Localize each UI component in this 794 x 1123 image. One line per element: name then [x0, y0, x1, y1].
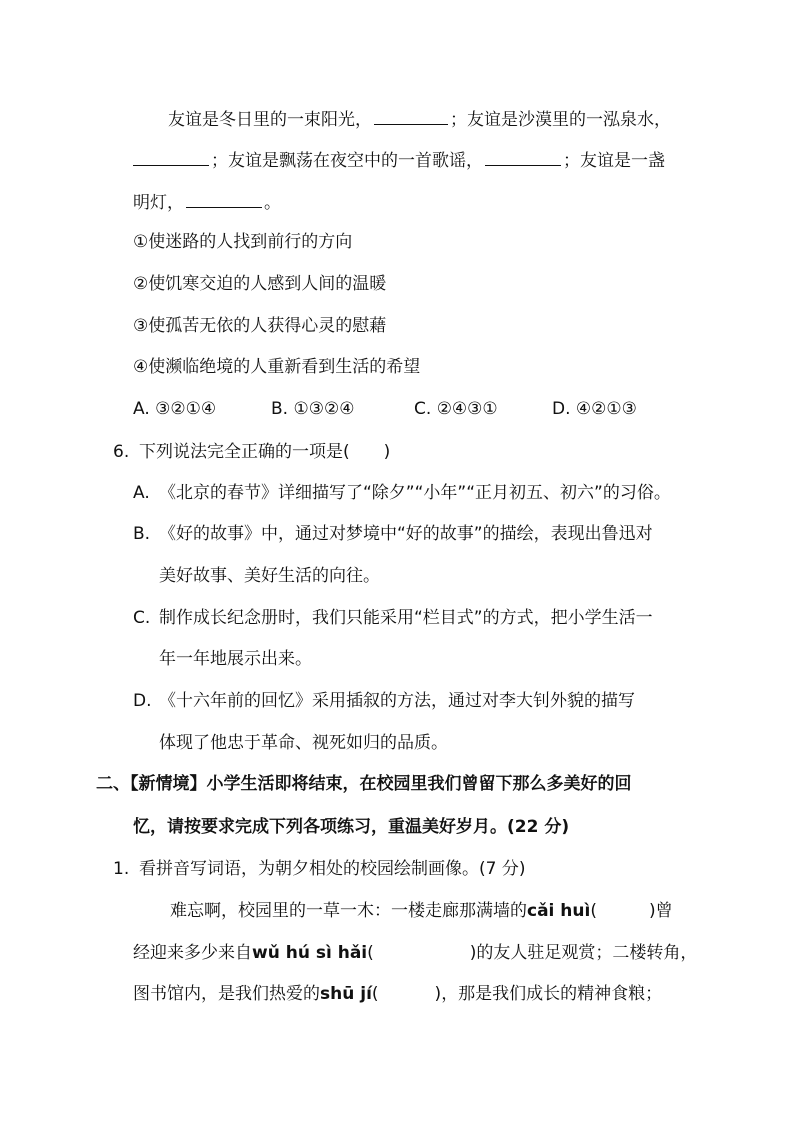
option-label: A.	[133, 399, 150, 419]
passage-line-1	[168, 106, 671, 132]
option-label: C.	[133, 608, 151, 628]
answer-blank[interactable]	[485, 147, 561, 166]
section-2-heading	[96, 772, 632, 796]
pinyin-prompt: wǔ hú sì hǎi	[252, 943, 368, 963]
passage-text: ；友谊是沙漠里的一泓泉水，	[450, 110, 671, 130]
option-text: ②④③①	[436, 399, 498, 419]
numbered-item: ①使迷路的人找到前行的方向	[133, 232, 353, 252]
section-number: 二、	[96, 774, 130, 794]
pinyin-prompt: shū jí	[320, 984, 372, 1004]
passage-text: ，那是我们成长的精神食粮；	[441, 984, 663, 1004]
q6-option-a[interactable]	[133, 481, 671, 505]
answer-parentheses[interactable]: ( )	[590, 901, 656, 921]
q6-option-c-continued: 年一年地展示出来。	[159, 649, 312, 669]
passage-text: 曾	[655, 901, 673, 921]
passage-text: 经迎来多少来自	[133, 943, 252, 963]
section-text: 【新情境】小学生活即将结束，在校园里我们曾留下那么多美好的回	[130, 774, 632, 794]
q6-option-b[interactable]	[133, 522, 653, 546]
numbered-item: ④使濒临绝境的人重新看到生活的希望	[133, 357, 421, 377]
answer-blank[interactable]	[133, 147, 209, 166]
option-label: D.	[133, 691, 152, 711]
passage-text: 难忘啊，校园里的一草一木：一楼走廊那满墙的	[170, 901, 527, 921]
option-text: ①③②④	[293, 399, 355, 419]
question-number: 1.	[113, 859, 130, 879]
q6-option-c[interactable]	[133, 606, 653, 630]
numbered-item: ②使饥寒交迫的人感到人间的温暖	[133, 274, 387, 294]
q6-option-b-continued: 美好故事、美好生活的向往。	[159, 566, 380, 586]
passage-line-3	[133, 189, 281, 215]
question-6-stem	[113, 440, 390, 464]
option-label: C.	[414, 399, 432, 419]
passage-text: 明灯，	[133, 193, 184, 213]
option-label: B.	[271, 399, 289, 419]
passage-line-2	[133, 147, 665, 173]
q5-option-c[interactable]	[414, 397, 498, 421]
passage-text: 友谊是冬日里的一束阳光，	[168, 110, 372, 130]
answer-parentheses[interactable]: ( )	[367, 943, 477, 963]
q1-passage-line-1	[170, 899, 673, 923]
answer-blank[interactable]	[186, 189, 262, 208]
option-text: 《好的故事》中，通过对梦境中“好的故事”的描绘，表现出鲁迅对	[159, 524, 653, 544]
passage-text: ；友谊是飘荡在夜空中的一首歌谣，	[211, 151, 483, 171]
q5-option-a[interactable]	[133, 397, 216, 421]
pinyin-prompt: cǎi huì	[527, 901, 591, 921]
q1-passage-line-3	[133, 982, 662, 1006]
option-text: 《十六年前的回忆》采用插叙的方法，通过对李大钊外貌的描写	[159, 691, 635, 711]
option-text: ③②①④	[155, 399, 217, 419]
q5-option-d[interactable]	[552, 397, 637, 421]
option-label: A.	[133, 483, 150, 503]
answer-parentheses[interactable]: ( )	[371, 984, 442, 1004]
passage-text: 。	[264, 193, 281, 213]
q6-option-d-continued: 体现了他忠于革命、视死如归的品质。	[159, 733, 448, 753]
answer-blank[interactable]	[374, 106, 448, 125]
q6-option-d[interactable]	[133, 689, 635, 713]
option-label: D.	[552, 399, 571, 419]
section-2-heading-continued: 忆，请按要求完成下列各项练习，重温美好岁月。(22 分)	[133, 817, 570, 837]
question-number: 6.	[113, 442, 130, 462]
question-stem: 下列说法完全正确的一项是( )	[139, 442, 391, 462]
option-text: ④②①③	[575, 399, 637, 419]
option-text: 制作成长纪念册时，我们只能采用“栏目式”的方式，把小学生活一	[159, 608, 653, 628]
passage-text: 图书馆内，是我们热爱的	[133, 984, 320, 1004]
numbered-item: ③使孤苦无依的人获得心灵的慰藉	[133, 316, 387, 336]
question-stem: 看拼音写词语，为朝夕相处的校园绘制画像。(7 分)	[139, 859, 526, 879]
passage-text: 的友人驻足观赏；二楼转角，	[476, 943, 698, 963]
passage-text: ；友谊是一盏	[563, 151, 665, 171]
q5-option-b[interactable]	[271, 397, 354, 421]
q1-passage-line-2	[133, 941, 697, 965]
question-1-stem	[113, 857, 525, 881]
option-label: B.	[133, 524, 151, 544]
option-text: 《北京的春节》详细描写了“除夕”“小年”“正月初五、初六”的习俗。	[159, 483, 671, 503]
